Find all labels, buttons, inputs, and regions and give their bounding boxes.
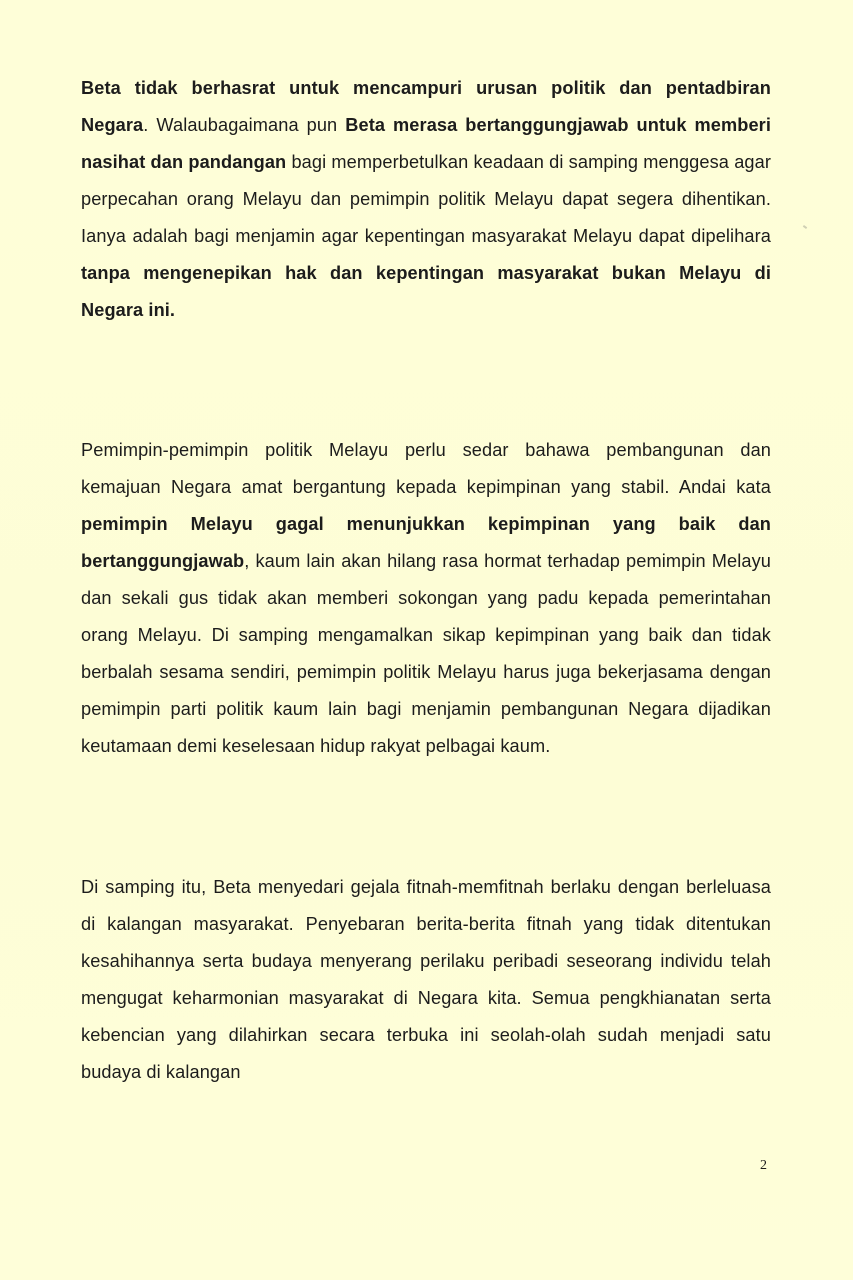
paragraph-1-segment-2: . Walaubagaimana pun <box>143 115 346 135</box>
paragraph-1-bold-segment-1: Beta tidak berhasrat untuk mencampuri urusan politik dan pentadbiran Negara <box>81 78 771 135</box>
paragraph-1-segment-4: bagi memperbetulkan keadaan di samping menggesa agar perpecahan orang Melayu dan pemimpin politik Melayu dapat segera dihentikan. Ianya adalah bagi menjamin agar kepentingan masyarakat Melayu dapat dipelihara <box>81 152 772 246</box>
paragraph-1-bold-segment-3: Beta merasa bertanggungjawab untuk memberi nasihat dan pandangan <box>81 115 772 172</box>
paragraph-3 <box>81 869 771 1091</box>
paragraph-2 <box>81 432 771 765</box>
paragraph-2-segment-1: Pemimpin-pemimpin politik Melayu perlu sedar bahawa pembangunan dan kemajuan Negara amat bergantung kepada kepimpinan yang stabil. Andai kata <box>81 440 771 497</box>
scan-speck <box>803 225 807 229</box>
paragraph-2-segment-3: , kaum lain akan hilang rasa hormat terhadap pemimpin Melayu dan sekali gus tidak akan memberi sokongan yang padu kepada pemerintahan orang Melayu. Di samping mengamalkan sikap kepimpinan yang baik dan tidak berbalah sesama sendiri, pemimpin politik Melayu harus juga bekerjasama dengan pemimpin parti politik kaum lain bagi menjamin pembangunan Negara dijadikan keutamaan demi keselesaan hidup rakyat pelbagai kaum. <box>81 551 771 756</box>
paragraph-1 <box>81 70 771 329</box>
paragraph-1-bold-segment-5: tanpa mengenepikan hak dan kepentingan masyarakat bukan Melayu di Negara ini. <box>81 263 771 320</box>
paragraph-3-segment-1: Di samping itu, Beta menyedari gejala fitnah-memfitnah berlaku dengan berleluasa di kalangan masyarakat. Penyebaran berita-berita fitnah yang tidak ditentukan kesahihannya serta budaya menyerang perilaku peribadi seseorang individu telah mengugat keharmonian masyarakat di Negara kita. Semua pengkhianatan serta kebencian yang dilahirkan secara terbuka ini seolah-olah sudah menjadi satu budaya di kalangan <box>81 877 771 1082</box>
paragraph-2-bold-segment-2: pemimpin Melayu gagal menunjukkan kepimpinan yang baik dan bertanggungjawab <box>81 514 771 571</box>
page-number: 2 <box>760 1158 767 1173</box>
